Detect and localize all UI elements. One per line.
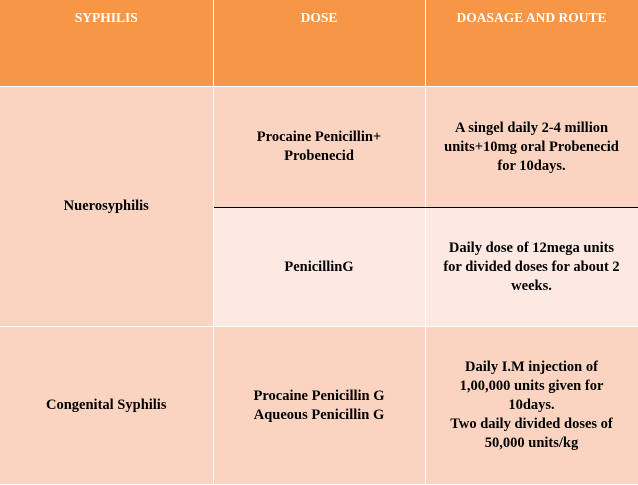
- header-dose: DOSE: [213, 0, 425, 87]
- dose-cell: Procaine Penicillin G Aqueous Penicillin G: [213, 327, 425, 485]
- header-dosage-route: DOASAGE AND ROUTE: [425, 0, 638, 87]
- condition-neurosyphilis: Nuerosyphilis: [0, 87, 213, 327]
- header-row: [0, 0, 638, 87]
- route-cell: Daily dose of 12mega units for divided doses for about 2 weeks.: [425, 208, 638, 327]
- table-row-congenital: [0, 327, 638, 485]
- route-cell: Daily I.M injection of 1,00,000 units given for 10days. Two daily divided doses of 50,000 units/kg: [425, 327, 638, 485]
- dose-cell: Procaine Penicillin+ Probenecid: [213, 87, 425, 208]
- condition-congenital-syphilis: Congenital Syphilis: [0, 327, 213, 485]
- table-row-neurosyphilis-1: [0, 87, 638, 208]
- dose-cell: PenicillinG: [213, 208, 425, 327]
- header-syphilis: SYPHILIS: [0, 0, 213, 87]
- route-cell: A singel daily 2-4 million units+10mg oral Probenecid for 10days.: [425, 87, 638, 208]
